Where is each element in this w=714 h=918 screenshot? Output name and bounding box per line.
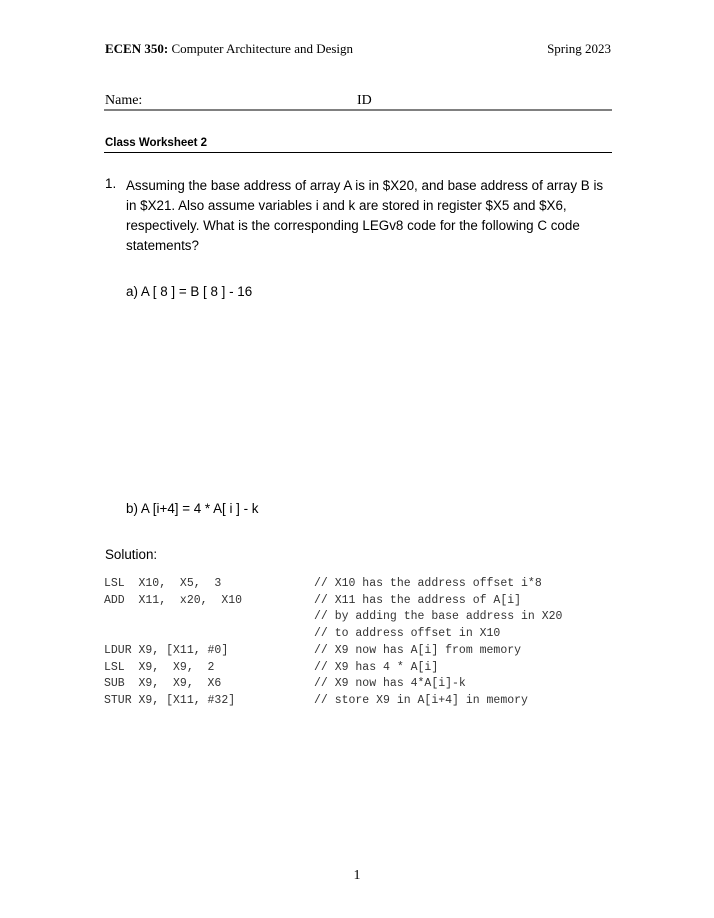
course-title: Computer Architecture and Design	[168, 41, 354, 56]
code-comment: // X9 now has A[i] from memory	[314, 643, 522, 657]
code-line	[104, 609, 562, 626]
code-comment: // X10 has the address offset i*8	[314, 577, 542, 590]
code-instruction: LSL X10, X5, 3	[104, 577, 222, 590]
code-comment: // X11 has the address of A[i]	[314, 593, 522, 607]
section-title: Class Worksheet 2	[105, 137, 208, 149]
question-number: 1.	[105, 176, 117, 191]
code-line	[104, 593, 562, 610]
page-number: 1	[353, 868, 361, 883]
solution-label: Solution:	[105, 547, 158, 562]
question-part-a: a) A [ 8 ] = B [ 8 ] - 16	[126, 284, 253, 299]
code-line	[104, 576, 562, 593]
header-course	[105, 41, 353, 57]
code-comment: // by adding the base address in X20	[314, 610, 563, 624]
code-line	[104, 643, 562, 660]
solution-code	[104, 576, 562, 710]
course-code: ECEN 350:	[105, 41, 169, 56]
code-comment: // store X9 in A[i+4] in memory	[314, 693, 528, 707]
code-comment: // to address offset in X10	[314, 627, 501, 641]
code-instruction: STUR X9, [X11, #32]	[104, 693, 236, 707]
code-comment: // X9 has 4 * A[i]	[314, 660, 439, 674]
code-comment: // X9 now has 4*A[i]-k	[314, 677, 466, 691]
code-instruction	[104, 626, 314, 643]
code-instruction: SUB X9, X9, X6	[104, 677, 222, 691]
code-line	[104, 676, 562, 693]
section-divider	[104, 152, 612, 153]
code-line	[104, 626, 562, 643]
question-part-b: b) A [i+4] = 4 * A[ i ] - k	[126, 501, 259, 516]
code-line	[104, 693, 562, 710]
name-divider	[104, 109, 612, 111]
code-line	[104, 660, 562, 677]
code-instruction: LSL X9, X9, 2	[104, 660, 215, 674]
header-term: Spring 2023	[547, 41, 611, 56]
name-label: Name:	[105, 93, 143, 108]
id-label: ID	[357, 93, 372, 108]
code-instruction	[104, 609, 314, 626]
code-instruction: ADD X11, x20, X10	[104, 593, 243, 607]
code-instruction: LDUR X9, [X11, #0]	[104, 643, 229, 657]
question-text: Assuming the base address of array A is in $X20, and base address of array B is in $X21. Also assume variables i and k are stored in register $X5 and $X6, respectively. What is the corresponding LEGv8 code for the following C code statements?	[126, 178, 604, 253]
